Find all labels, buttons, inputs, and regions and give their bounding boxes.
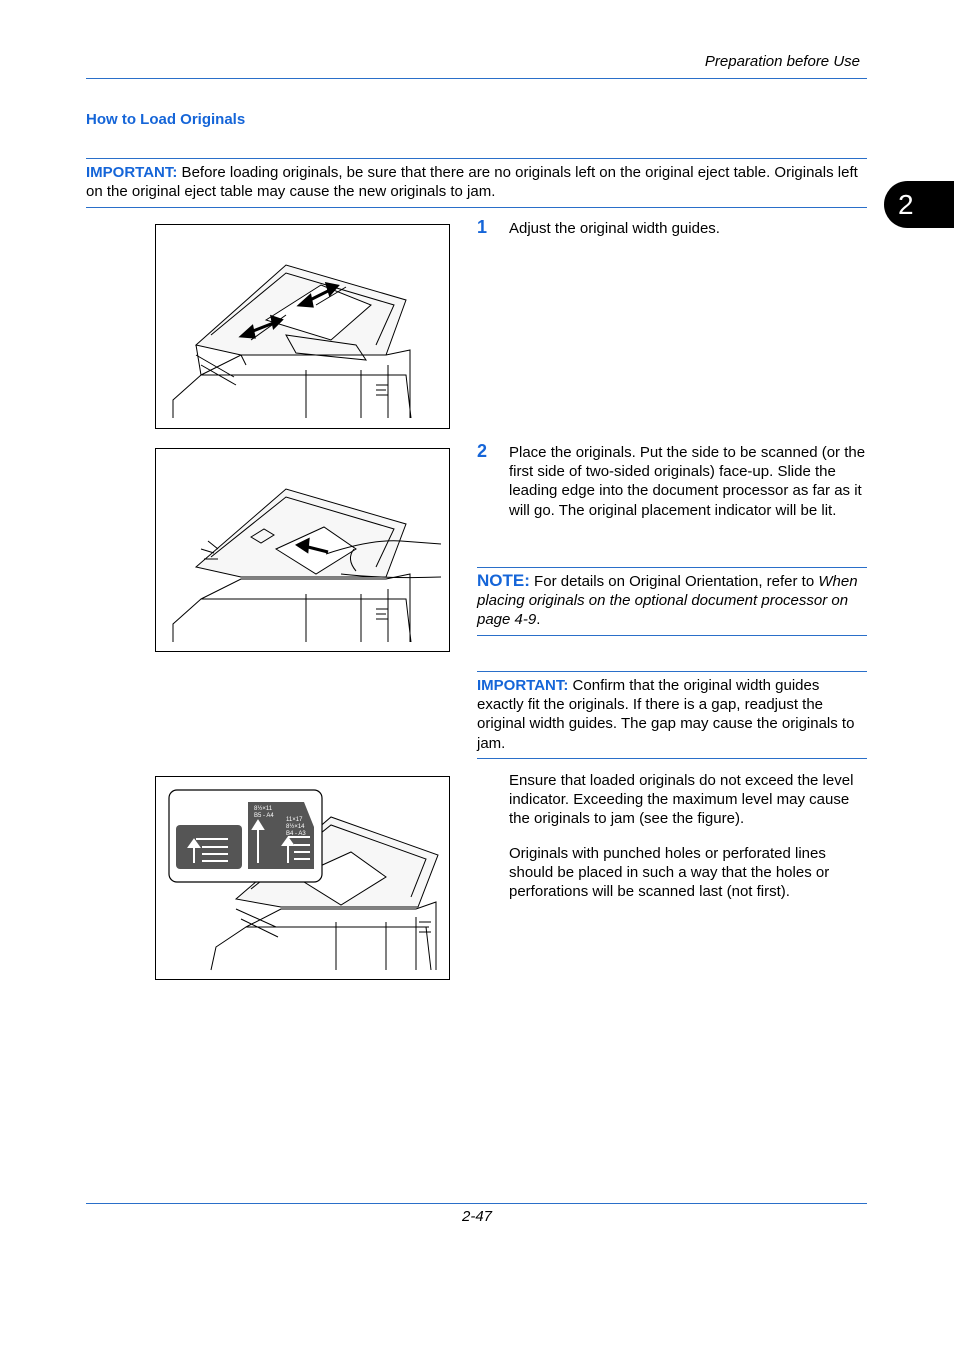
paragraph-punched-holes: Originals with punched holes or perforated lines should be placed in such a way that the holes or perforations will be scanned last (not first). [509,845,830,901]
important-top-rule-top [86,158,867,159]
chapter-tab [884,181,954,228]
important-2-rule-top [477,671,867,672]
paragraph-level-indicator: Ensure that loaded originals do not exceed the level indicator. Exceeding the maximum level may cause the originals to jam (see the figure). [509,772,854,828]
step-1-number: 1 [477,217,488,237]
important-top-label: IMPORTANT: [86,164,178,181]
level-label-left-2: B5 - A4 [254,813,274,819]
note-rule-top [477,567,867,568]
important-top-block [86,163,867,201]
important-top-text: Before loading originals, be sure that there are no originals left on the original eject table. Originals left on the original eject table may cause the new originals to jam. [86,164,858,201]
level-label-right-2: 8½×14 [286,824,305,830]
important-2-rule-bottom [477,758,867,759]
step-1-text: Adjust the original width guides. [509,220,720,237]
level-label-left-1: 8½×11 [254,806,273,812]
important-2-label: IMPORTANT: [477,677,569,694]
copier-illustration-2 [156,449,449,651]
header-section-title: Preparation before Use [704,53,860,70]
note-text: For details on Original Orientation, refer to [529,573,819,590]
figure-adjust-width-guides [155,224,450,429]
chapter-tab-number: 2 [898,188,914,220]
section-title: How to Load Originals [86,111,246,128]
step-2-text: Place the originals. Put the side to be scanned (or the first side of two-sided originals) face-up. Slide the leading edge into the document processor as far as it will go. The original placement indicator will be lit. [509,444,866,519]
level-label-right-1: 11×17 [286,817,303,823]
copier-illustration-3 [156,777,449,979]
note-label: NOTE: [477,571,530,590]
footer-rule [86,1203,867,1204]
figure-level-indicator [155,776,450,980]
note-rule-bottom [477,635,867,636]
page-number: 2-47 [461,1208,493,1225]
copier-illustration-1 [156,225,449,428]
important-2-text: Confirm that the original width guides exactly fit the originals. If there is a gap, readjust the original width guides. The gap may cause the originals to jam. [477,677,855,752]
header-rule [86,78,867,79]
note-reference-link[interactable]: When placing originals on the optional document processor on page 4-9 [477,573,858,629]
note-block [477,571,867,630]
figure-place-originals [155,448,450,652]
note-end: . [536,611,541,629]
level-label-right-3: B4 - A3 [286,831,306,837]
important-top-rule-bottom [86,207,867,208]
important-2-block [477,676,867,753]
step-2-number: 2 [477,441,488,461]
